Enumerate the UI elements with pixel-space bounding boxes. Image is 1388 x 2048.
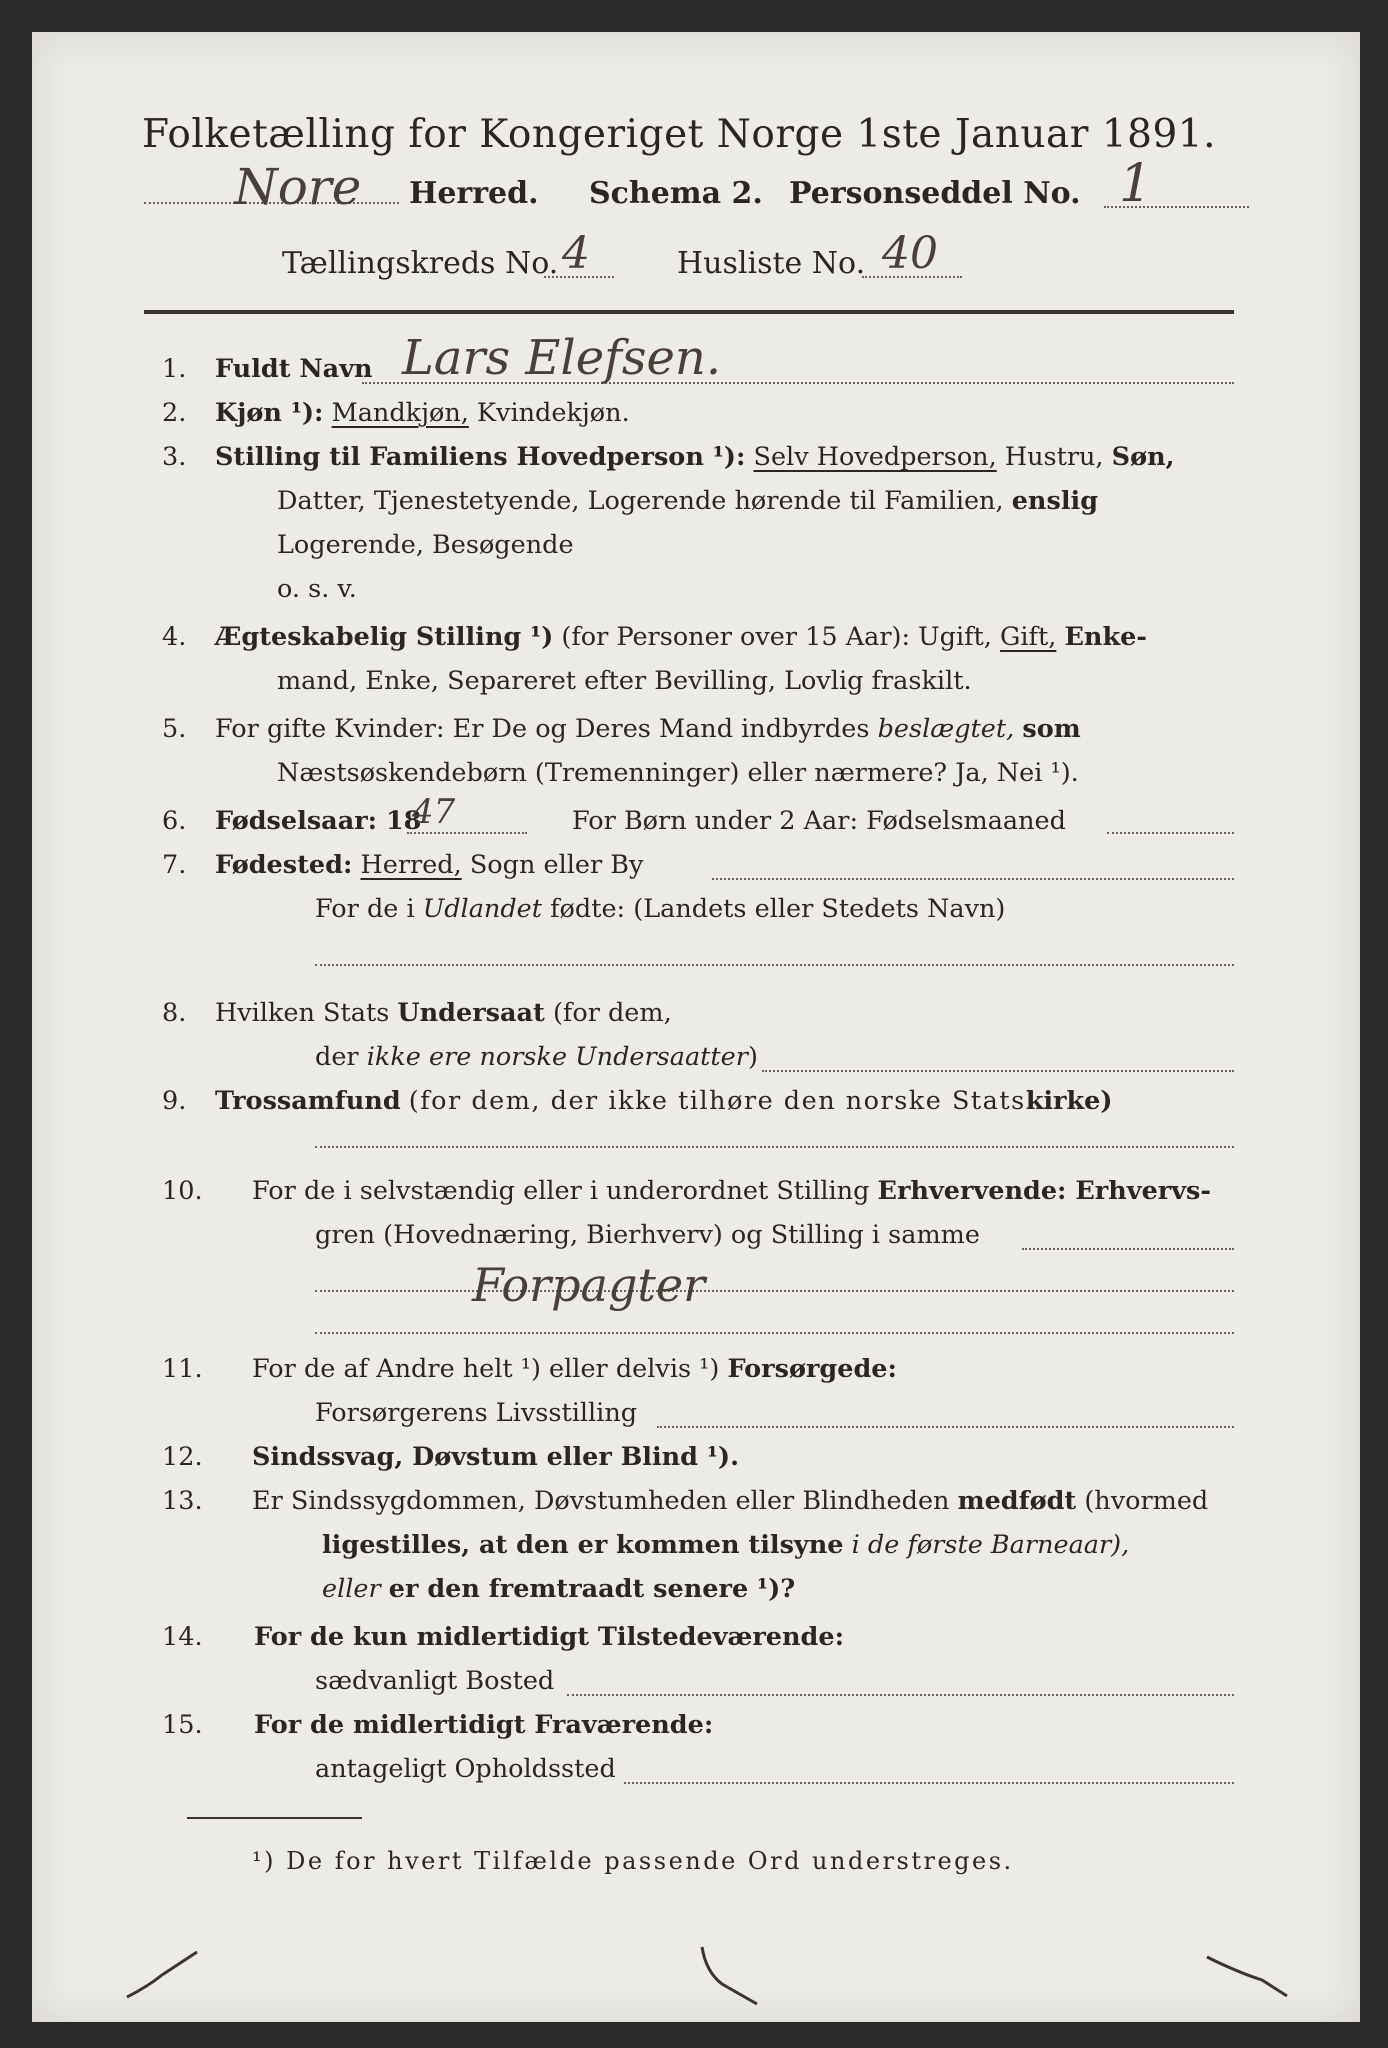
q11-line1: For de af Andre helt ¹) eller delvis ¹) Forsørgede: [252, 1354, 897, 1384]
q1-number: 1. [162, 354, 187, 384]
q7-line1: Fødested: Herred, Sogn eller By [215, 850, 644, 880]
herred-value: Nore [234, 158, 362, 216]
q8-line2: der ikke ere norske Undersaatter) [315, 1042, 758, 1072]
q6-year-value: 47 [412, 792, 456, 832]
q13-line1: Er Sindssygdommen, Døvstumheden eller Blindheden medfødt (hvormed [252, 1486, 1209, 1516]
personseddel-label: Personseddel No. [789, 176, 1081, 211]
census-form-sheet [32, 32, 1360, 2022]
q15-line2: antageligt Opholdssted [315, 1754, 616, 1784]
q5-number: 5. [162, 714, 187, 744]
q7-line2: For de i Udlandet fødte: (Landets eller Stedets Navn) [315, 894, 1006, 924]
q7-number: 7. [162, 850, 187, 880]
q9-number: 9. [162, 1086, 187, 1116]
q15-number: 15. [162, 1710, 203, 1740]
q4-number: 4. [162, 622, 187, 652]
q8-line1: Hvilken Stats Undersaat (for dem, [215, 998, 672, 1028]
q12-label: Sindssvag, Døvstum eller Blind ¹). [252, 1442, 740, 1472]
q13-line3: eller er den fremtraadt senere ¹)? [322, 1574, 796, 1604]
q6-rest: For Børn under 2 Aar: Fødselsmaaned [572, 806, 1066, 836]
schema-label: Schema 2. [589, 176, 763, 211]
q6-number: 6. [162, 806, 187, 836]
husliste-label: Husliste No. [677, 246, 866, 281]
q6-label: Fødselsaar: 18 [215, 806, 422, 836]
q5-line1: For gifte Kvinder: Er De og Deres Mand indbyrdes beslægtet, som [215, 714, 1081, 744]
q2-number: 2. [162, 398, 187, 428]
kreds-value: 4 [562, 228, 590, 279]
pen-mark-left [117, 1947, 207, 2007]
q10-occupation-value: Forpagter [472, 1258, 706, 1312]
q10-line2: gren (Hovednæring, Bierhverv) og Stilling i samme [315, 1220, 980, 1250]
q4-line2: mand, Enke, Separeret efter Bevilling, Lovlig fraskilt. [277, 666, 972, 696]
q12-number: 12. [162, 1442, 203, 1472]
pen-mark-right [1202, 1952, 1292, 2002]
q14-line2: sædvanligt Bosted [315, 1666, 555, 1696]
q3-line3: Logerende, Besøgende [277, 530, 574, 560]
q3-selected-option: Selv Hovedperson, [753, 442, 997, 472]
q8-number: 8. [162, 998, 187, 1028]
header-herred-line [144, 154, 1254, 226]
q1-label: Fuldt Navn [215, 354, 373, 384]
q3-line4: o. s. v. [277, 574, 357, 604]
personseddel-value: 1 [1119, 154, 1153, 214]
q10-number: 10. [162, 1176, 203, 1206]
q1-name-value: Lars Elefsen. [402, 330, 722, 386]
q15-label: For de midlertidigt Fraværende: [254, 1710, 714, 1740]
q2-text: Kjøn ¹): Mandkjøn, Kvindekjøn. [215, 398, 630, 428]
header-divider [144, 310, 1234, 314]
q4-selected-option: Gift, [1000, 622, 1057, 652]
q9-line1: Trossamfund (for dem, der ikke tilhøre den norske Statskirke) [215, 1086, 1113, 1116]
q14-number: 14. [162, 1622, 203, 1652]
q7-selected-option: Herred, [360, 850, 462, 880]
q5-line2: Næstsøskendebørn (Tremenninger) eller nærmere? Ja, Nei ¹). [277, 758, 1079, 788]
pen-mark-center [692, 1942, 772, 2012]
q3-line1: Stilling til Familiens Hovedperson ¹): Selv Hovedperson, Hustru, Søn, [215, 442, 1175, 472]
footnote-divider [187, 1817, 362, 1819]
q13-line2: ligestilles, at den er kommen tilsyne i de første Barneaar), [322, 1530, 1130, 1560]
q11-line2: Forsørgerens Livsstilling [315, 1398, 638, 1428]
header-kreds-line [282, 228, 1182, 296]
q14-label: For de kun midlertidigt Tilstedeværende: [254, 1622, 845, 1652]
husliste-value: 40 [882, 228, 938, 279]
q3-number: 3. [162, 442, 187, 472]
form-title: Folketælling for Kongeriget Norge 1ste Januar 1891. [142, 112, 1216, 157]
q11-number: 11. [162, 1354, 203, 1384]
q2-selected-option: Mandkjøn, [331, 398, 469, 428]
footnote: ¹) De for hvert Tilfælde passende Ord understreges. [252, 1847, 1014, 1875]
q3-line2: Datter, Tjenestetyende, Logerende hørende til Familien, enslig [277, 486, 1099, 516]
q10-line1: For de i selvstændig eller i underordnet Stilling Erhvervende: Erhvervs- [252, 1176, 1211, 1206]
kreds-label: Tællingskreds No. [282, 246, 559, 281]
q13-number: 13. [162, 1486, 203, 1516]
q4-line1: Ægteskabelig Stilling ¹) (for Personer over 15 Aar): Ugift, Gift, Enke- [215, 622, 1147, 652]
herred-label: Herred. [409, 176, 539, 211]
